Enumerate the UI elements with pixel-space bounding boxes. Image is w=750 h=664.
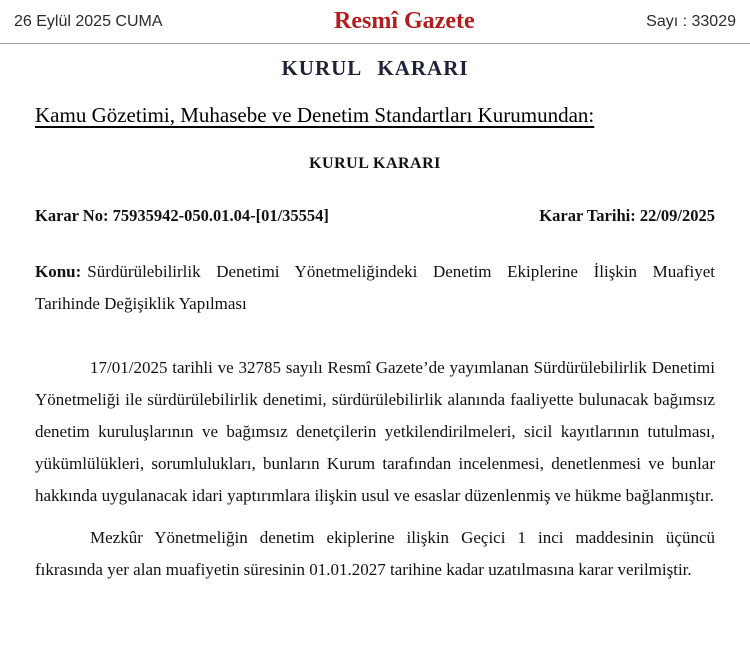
decision-date [539,206,715,226]
body-paragraph-2: Mezkûr Yönetmeliğin denetim ekiplerine ilişkin Geçici 1 inci maddesinin üçüncü fıkrasında yer alan muafiyetin süresinin 01.01.2027 tarihine kadar uzatılmasına karar verilmiştir. [35,528,715,579]
section-heading: KURUL KARARI [281,56,469,80]
gazette-date: 26 Eylül 2025 CUMA [14,12,163,30]
decision-number-value: 75935942-050.01.04-[01/35554] [112,206,329,225]
subject-label: Konu: [35,262,82,281]
decision-date-label: Karar Tarihi: [539,206,636,225]
subject-paragraph [35,256,715,320]
decision-number-label: Karar No: [35,206,109,225]
decision-heading: KURUL KARARI [309,155,441,172]
gazette-title: Resmî Gazete [334,8,475,34]
authority-heading: Kamu Gözetimi, Muhasebe ve Denetim Standartları Kurumundan: [35,103,595,127]
decision-number [35,206,329,226]
subject-text: Sürdürülebilirlik Denetimi Yönetmeliğindeki Denetim Ekiplerine İlişkin Muafiyet Tarihinde Değişiklik Yapılması [35,262,715,313]
gazette-issue-number: Sayı : 33029 [646,12,736,30]
decision-meta-row [35,206,715,226]
body-paragraph-1: 17/01/2025 tarihli ve 32785 sayılı Resmî Gazete’de yayımlanan Sürdürülebilirlik Denetimi Yönetmeliği ile sürdürülebilirlik denetimi, sürdürülebilirlik alanında faaliyette bulunacak bağımsız denetim kuruluşlarının ve bağımsız denetçilerin yetkilendirilmeleri, sicil kayıtlarının tutulması, yükümlülükleri, sorumlulukları, bunların Kurum tarafından incelenmesi, denetlenmesi ve bunlar hakkında uygulanacak idari yaptırımlara ilişkin usul ve esaslar düzenlenmiş ve hükme bağlanmıştır. [35,358,715,505]
document-body [0,103,750,586]
gazette-masthead [0,0,750,44]
decision-date-value: 22/09/2025 [639,206,715,225]
